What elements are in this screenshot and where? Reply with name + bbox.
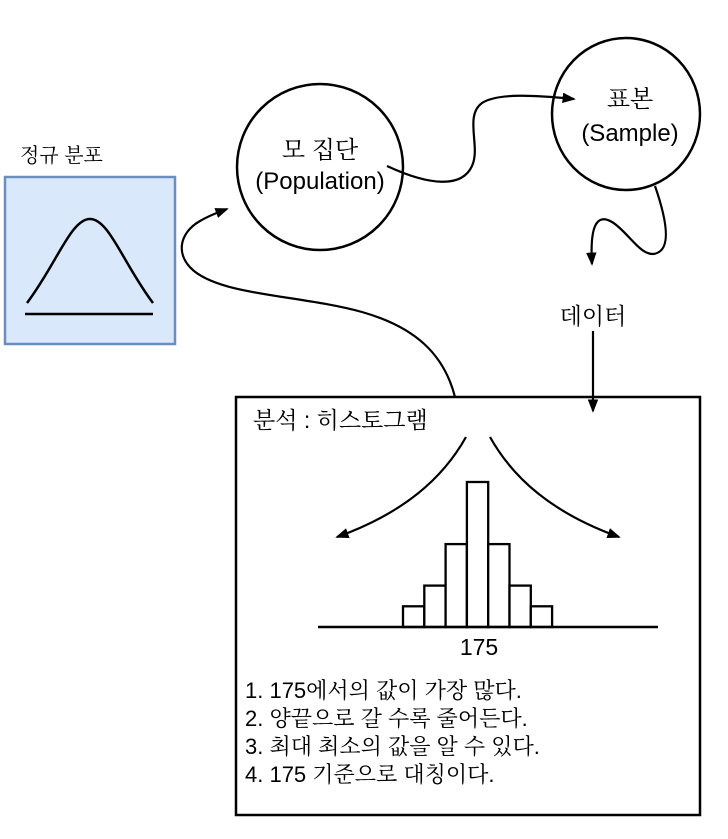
arrow-sample-to-data [592,186,666,264]
histogram-bar [510,586,531,627]
histogram-bar [488,544,509,627]
normal-distribution-label: 정규 분포 [20,145,103,167]
analysis-title: 분석 : 히스토그램 [253,407,428,433]
analysis-notes [245,677,540,789]
histogram-bar [467,482,488,627]
histogram-bar [424,586,445,627]
note-1: 1. 175에서의 값이 가장 많다. [245,678,522,703]
sample-label [540,83,720,151]
note-4: 4. 175 기준으로 대칭이다. [245,762,495,787]
population-label-en: (Population) [255,168,385,195]
population-label [230,135,410,197]
histogram-bar [531,606,552,627]
histogram-axis-label: 175 [459,634,499,660]
note-3: 3. 최대 최소의 값을 알 수 있다. [245,734,540,759]
sample-label-ko: 표본 [606,86,654,113]
sample-label-en: (Sample) [581,120,679,147]
histogram-bar [446,544,467,627]
histogram-bar [403,606,424,627]
note-2: 2. 양끝으로 갈 수록 줄어든다. [245,706,528,731]
data-label: 데이터 [559,303,627,329]
normal-distribution-box [5,177,175,344]
population-label-ko: 모 집단 [281,137,359,164]
